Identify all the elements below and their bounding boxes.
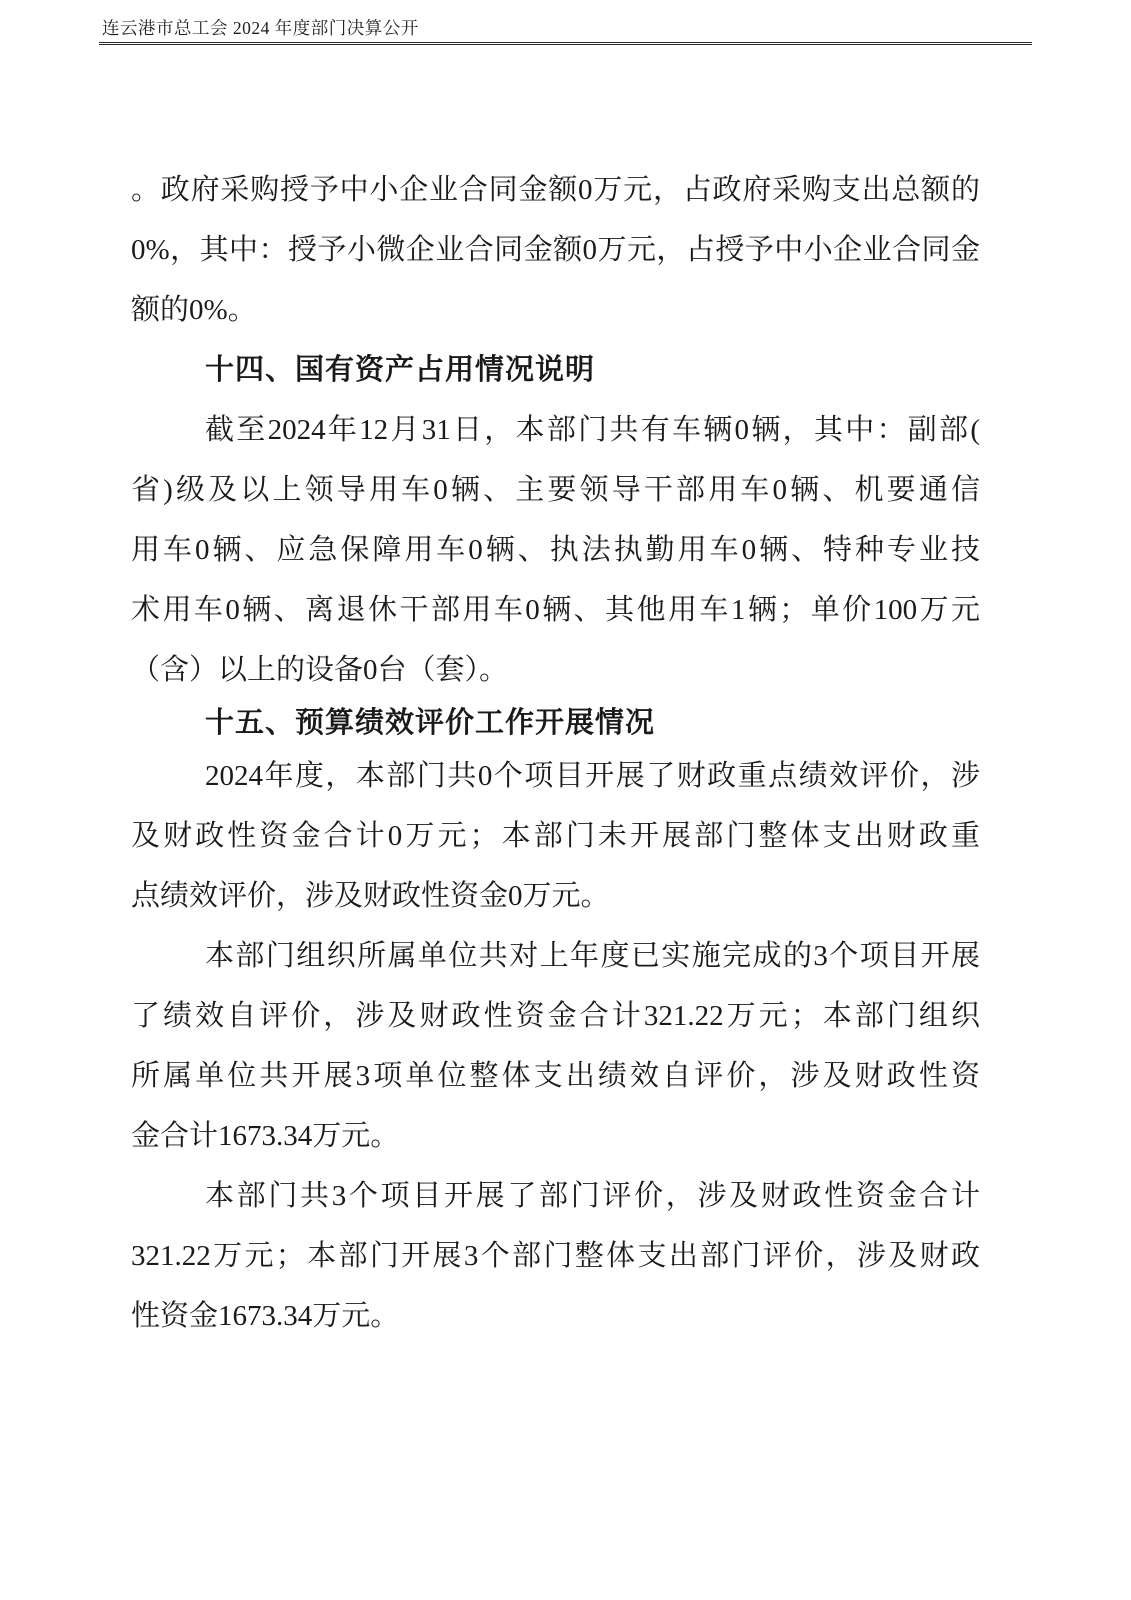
body-line: 用车0辆、应急保障用车0辆、执法执勤用车0辆、特种专业技	[131, 534, 980, 566]
body-line: 省)级及以上领导用车0辆、主要领导干部用车0辆、机要通信	[131, 474, 980, 506]
body-line: 术用车0辆、离退休干部用车0辆、其他用车1辆；单价100万元	[131, 594, 980, 626]
header-divider-line	[99, 42, 1032, 45]
body-line: 2024年度，本部门共0个项目开展了财政重点绩效评价，涉	[205, 760, 980, 792]
body-line: 本部门共3个项目开展了部门评价，涉及财政性资金合计	[205, 1180, 980, 1212]
body-line: 本部门组织所属单位共对上年度已实施完成的3个项目开展	[205, 940, 980, 972]
body-line: 额的0%。	[131, 294, 257, 326]
body-line: 性资金1673.34万元。	[131, 1300, 400, 1332]
page-header-title: 连云港市总工会 2024 年度部门决算公开	[102, 18, 419, 38]
body-line: 所属单位共开展3项单位整体支出绩效自评价，涉及财政性资	[131, 1060, 980, 1092]
section-heading-14: 十四、国有资产占用情况说明	[205, 354, 596, 386]
body-line: 。政府采购授予中小企业合同金额0万元，占政府采购支出总额的	[131, 174, 980, 206]
body-line: （含）以上的设备0台（套）。	[131, 654, 509, 686]
body-line: 及财政性资金合计0万元；本部门未开展部门整体支出财政重	[131, 820, 980, 852]
body-line: 了绩效自评价，涉及财政性资金合计321.22万元；本部门组织	[131, 1000, 980, 1032]
body-line: 321.22万元；本部门开展3个部门整体支出部门评价，涉及财政	[131, 1240, 980, 1272]
body-line: 点绩效评价，涉及财政性资金0万元。	[131, 880, 610, 912]
section-heading-15: 十五、预算绩效评价工作开展情况	[205, 707, 656, 739]
body-line: 0%，其中：授予小微企业合同金额0万元，占授予中小企业合同金	[131, 234, 980, 266]
page-header	[0, 0, 1131, 50]
body-line: 截至2024年12月31日，本部门共有车辆0辆，其中：副部(	[205, 414, 980, 446]
document-body	[131, 160, 980, 1346]
body-line: 金合计1673.34万元。	[131, 1120, 400, 1152]
